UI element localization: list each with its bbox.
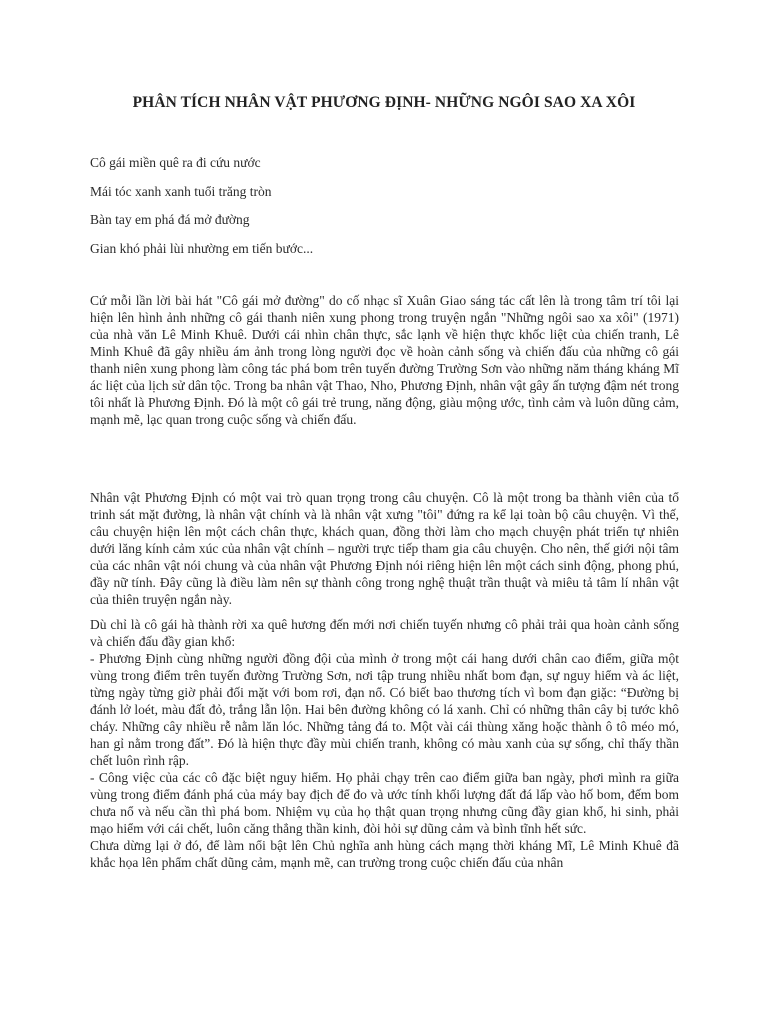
poem-line: Mái tóc xanh xanh tuổi trăng tròn [90, 183, 272, 199]
hardship-bullet: - Công việc của các cô đặc biệt nguy hiểm. Họ phải chạy trên cao điểm giữa ban ngày, phơi mình ra giữa vùng trong điểm đánh phá của máy bay địch để đo và ước tính khối lượng đất đá lấp vào hố bom, đếm bom chưa nổ và nếu cần thì phá bom. Nhiệm vụ của họ thật quan trọng nhưng cũng đầy gian khổ, hi sinh, phải mạo hiểm với cái chết, luôn căng thẳng thần kinh, đòi hỏi sự dũng cảm và bình tĩnh hết sức. [90, 770, 679, 836]
document-title: PHÂN TÍCH NHÂN VẬT PHƯƠNG ĐỊNH- NHỮNG NGÔI SAO XA XÔI [132, 94, 636, 111]
hardship-intro: Dù chỉ là cô gái hà thành rời xa quê hương đến mới nơi chiến tuyến nhưng cô phải trải qua hoàn cảnh sống và chiến đấu đầy gian khổ: [90, 617, 679, 649]
poem-line: Cô gái miền quê ra đi cứu nước [90, 155, 261, 170]
closing-text: Chưa dừng lại ở đó, để làm nổi bật lên Chủ nghĩa anh hùng cách mạng thời kháng Mĩ, Lê Minh Khuê đã khắc họa lên phẩm chất dũng cảm, mạnh mẽ, can trường trong cuộc chiến đấu của nhân [90, 838, 679, 870]
hardship-paragraph [90, 616, 679, 871]
poem-line: Bàn tay em phá đá mở đường [90, 212, 250, 227]
character-role-paragraph: Nhân vật Phương Định có một vai trò quan trọng trong câu chuyện. Cô là một trong ba thành viên của tổ trinh sát mặt đường, là nhân vật chính và là nhân vật xưng "tôi" đứng ra kể lại toàn bộ câu chuyện. Vì thế, câu chuyện hiện lên một cách chân thực, khách quan, đồng thời làm cho mạch chuyện phát triển tự nhiên dưới lăng kính cảm xúc của nhân vật chính – người trực tiếp tham gia câu chuyện. Cho nên, thế giới nội tâm của các nhân vật nói chung và của nhân vật Phương Định nói riêng hiện lên một cách sinh động, phong phú, đầy nữ tính. Đây cũng là điều làm nên sự thành công trong nghệ thuật trần thuật và miêu tả tâm lí nhân vật của thiên truyện ngắn này. [90, 490, 679, 607]
poem-line: Gian khó phải lùi nhường em tiến bước... [90, 240, 314, 256]
intro-paragraph: Cứ mỗi lần lời bài hát "Cô gái mở đường" do cố nhạc sĩ Xuân Giao sáng tác cất lên là trong tâm trí tôi lại hiện lên hình ảnh những cô gái thanh niên xung phong trong truyện ngắn "Những ngôi sao xa xôi" (1971) của nhà văn Lê Minh Khuê. Dưới cái nhìn chân thực, sắc lạnh về hiện thực khốc liệt của chiến tranh, Lê Minh Khuê đã gây nhiều ám ảnh trong lòng người đọc về hoàn cảnh sống và chiến đấu của những cô gái thanh niên xung phong làm công tác phá bom trên tuyến đường Trường Sơn vào những năm tháng kháng Mĩ ác liệt của lịch sử dân tộc. Trong ba nhân vật Thao, Nho, Phương Định, nhân vật gây ấn tượng đậm nét trong tôi nhất là Phương Định. Đó là một cô gái trẻ trung, năng động, giàu mộng ước, tình cảm và luôn dũng cảm, mạnh mẽ, lạc quan trong cuộc sống và chiến đấu. [90, 293, 679, 427]
hardship-bullet: - Phương Định cùng những người đồng đội của mình ở trong một cái hang dưới chân cao điểm, giữa một vùng trong điểm trên tuyến đường Trường Sơn, nơi tập trung nhiều nhất bom đạn, sự nguy hiểm và ác liệt, từng ngày từng giờ phải đối mặt với bom rơi, đạn nổ. Có biết bao thương tích vì bom đạn giặc: “Đường bị đánh lở loét, màu đất đỏ, trắng lẫn lộn. Hai bên đường không có lá xanh. Chỉ có những thân cây bị tước khô cháy. Những cây nhiều rễ nằm lăn lóc. Những tảng đá to. Một vài cái thùng xăng hoặc thành ô tô méo mó, han gỉ nằm trong đất”. Đó là hiện thực đầy mùi chiến tranh, không có màu xanh của sự sống, chỉ thấy thần chết luôn rình rập. [90, 651, 679, 768]
poem-excerpt [90, 153, 313, 267]
